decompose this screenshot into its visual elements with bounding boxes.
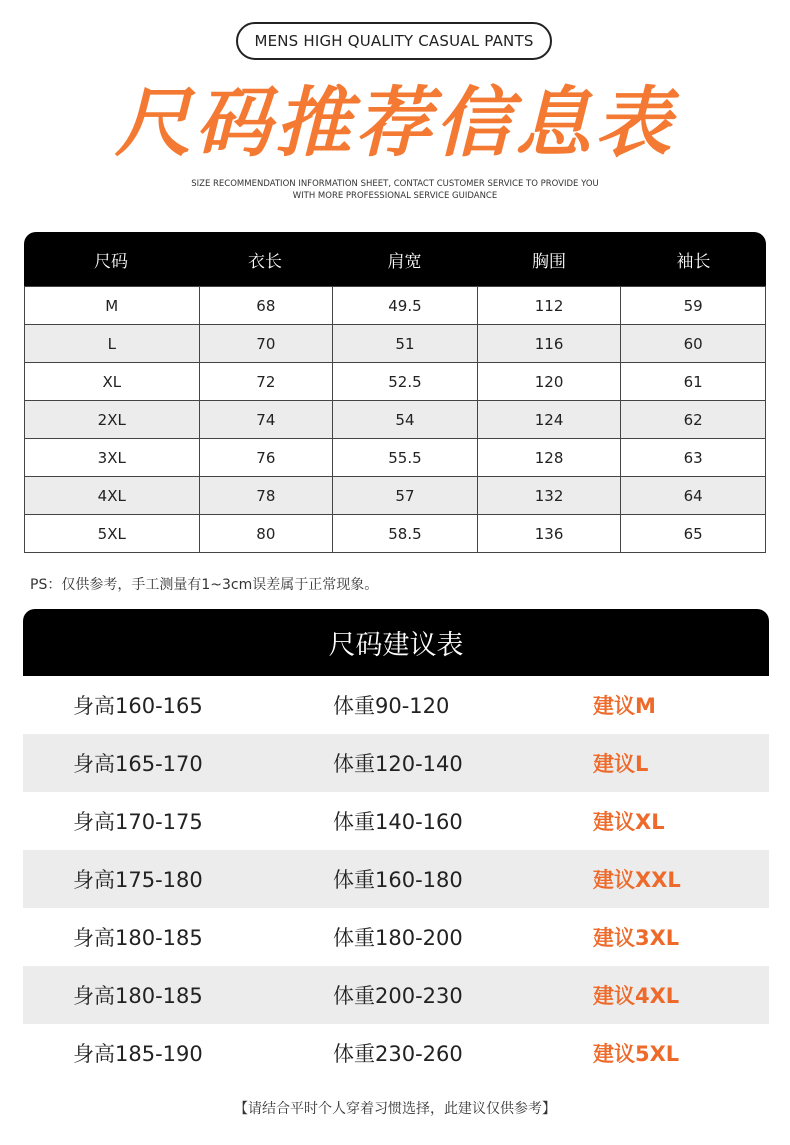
- cell-sleeve: 65: [620, 515, 765, 552]
- list-item: [23, 1024, 769, 1082]
- cell-chest: 128: [477, 439, 621, 476]
- list-item: [23, 850, 769, 908]
- weight-range: 体重230-260: [333, 1042, 463, 1066]
- cell-length: 78: [199, 477, 333, 514]
- weight-range: 体重160-180: [333, 868, 463, 892]
- cell-sleeve: 63: [620, 439, 765, 476]
- cell-size: 2XL: [97, 410, 126, 429]
- cell-shoulder: 55.5: [332, 439, 477, 476]
- cell-shoulder: 49.5: [332, 287, 477, 324]
- cell-size: 5XL: [97, 524, 126, 543]
- suggested-size: 建议M: [593, 694, 656, 718]
- suggested-size: 建议5XL: [593, 1042, 680, 1066]
- cell-length: 74: [199, 401, 333, 438]
- list-item: [23, 908, 769, 966]
- table-row: [25, 324, 765, 362]
- table-row: [25, 514, 765, 552]
- cell-length: 68: [199, 287, 333, 324]
- cell-length: 72: [199, 363, 333, 400]
- table-row: [25, 438, 765, 476]
- cell-shoulder: 58.5: [332, 515, 477, 552]
- weight-range: 体重180-200: [333, 926, 463, 950]
- cell-sleeve: 64: [620, 477, 765, 514]
- header-chest: 胸围: [532, 251, 566, 272]
- cell-chest: 136: [477, 515, 621, 552]
- cell-shoulder: 51: [332, 325, 477, 362]
- cell-length: 76: [199, 439, 333, 476]
- cell-chest: 116: [477, 325, 621, 362]
- height-range: 身高180-185: [73, 926, 203, 950]
- weight-range: 体重200-230: [333, 984, 463, 1008]
- list-item: [23, 966, 769, 1024]
- product-type-label: MENS HIGH QUALITY CASUAL PANTS: [254, 32, 534, 50]
- suggested-size: 建议L: [593, 752, 649, 776]
- weight-range: 体重120-140: [333, 752, 463, 776]
- table-row: [25, 362, 765, 400]
- height-range: 身高160-165: [73, 694, 203, 718]
- cell-length: 80: [199, 515, 333, 552]
- cell-shoulder: 52.5: [332, 363, 477, 400]
- suggestion-table-title: 尺码建议表: [23, 609, 769, 676]
- cell-sleeve: 61: [620, 363, 765, 400]
- height-range: 身高170-175: [73, 810, 203, 834]
- cell-size: M: [105, 296, 119, 315]
- header-length: 衣长: [248, 251, 282, 272]
- cell-chest: 112: [477, 287, 621, 324]
- cell-size: XL: [102, 372, 122, 391]
- subtitle-line-1: SIZE RECOMMENDATION INFORMATION SHEET, CONTACT CUSTOMER SERVICE TO PROVIDE YOU: [191, 179, 599, 189]
- height-range: 身高180-185: [73, 984, 203, 1008]
- header-shoulder: 肩宽: [387, 251, 422, 272]
- list-item: [23, 734, 769, 792]
- product-type-pill: [236, 22, 552, 60]
- cell-size: 3XL: [97, 448, 126, 467]
- measurement-note: PS：仅供参考，手工测量有1~3cm误差属于正常现象。: [30, 577, 379, 593]
- footer-note: 【请结合平时个人穿着习惯选择，此建议仅供参考】: [234, 1101, 556, 1117]
- cell-chest: 120: [477, 363, 621, 400]
- cell-size: L: [107, 334, 116, 353]
- weight-range: 体重140-160: [333, 810, 463, 834]
- header-sleeve: 袖长: [676, 251, 711, 272]
- cell-sleeve: 59: [620, 287, 765, 324]
- cell-length: 70: [199, 325, 333, 362]
- header-size: 尺码: [94, 251, 128, 272]
- cell-sleeve: 62: [620, 401, 765, 438]
- list-item: [23, 792, 769, 850]
- table-row: [25, 476, 765, 514]
- height-range: 身高185-190: [73, 1042, 203, 1066]
- suggested-size: 建议4XL: [593, 984, 680, 1008]
- height-range: 身高175-180: [73, 868, 203, 892]
- page-title: 尺码推荐信息表: [115, 78, 675, 167]
- size-table: [24, 232, 766, 553]
- suggestion-table: [23, 609, 769, 1082]
- cell-sleeve: 60: [620, 325, 765, 362]
- height-range: 身高165-170: [73, 752, 203, 776]
- page-subtitle: [120, 178, 670, 202]
- cell-shoulder: 54: [332, 401, 477, 438]
- cell-size: 4XL: [97, 486, 126, 505]
- suggested-size: 建议3XL: [593, 926, 680, 950]
- subtitle-line-2: WITH MORE PROFESSIONAL SERVICE GUIDANCE: [292, 191, 498, 201]
- table-row: [25, 400, 765, 438]
- suggested-size: 建议XL: [593, 810, 665, 834]
- size-table-body: [24, 286, 766, 553]
- suggested-size: 建议XXL: [593, 868, 681, 892]
- cell-chest: 132: [477, 477, 621, 514]
- list-item: [23, 676, 769, 734]
- weight-range: 体重90-120: [333, 694, 450, 718]
- size-table-header: [24, 232, 766, 286]
- cell-chest: 124: [477, 401, 621, 438]
- cell-shoulder: 57: [332, 477, 477, 514]
- table-row: [25, 286, 765, 324]
